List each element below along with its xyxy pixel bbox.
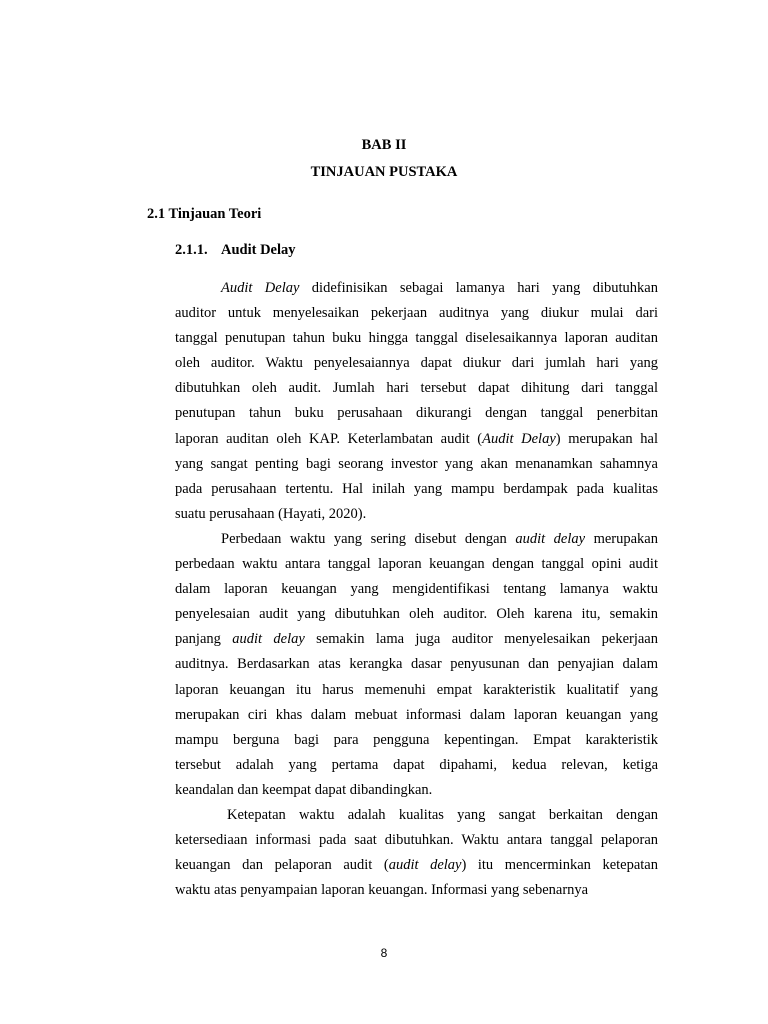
chapter-number: BAB II [361, 137, 407, 153]
page-number: 8 [380, 946, 388, 960]
text-run: ) itu mencerminkan ketepatan [461, 857, 658, 874]
text-run: oleh auditor. Waktu penyelesaiannya dapat diukur dari jumlah hari yang [175, 355, 658, 372]
subsection-title: Audit Delay [221, 242, 296, 258]
paragraph-line [175, 853, 658, 878]
subsection-number: 2.1.1. [175, 242, 208, 258]
paragraph-line [175, 778, 658, 803]
paragraph-line [175, 703, 658, 728]
text-run: semakin lama juga auditor menyelesaikan pekerjaan [304, 631, 658, 648]
paragraph-line [175, 652, 658, 677]
text-run: ) merupakan hal [555, 430, 658, 447]
section-heading: 2.1 Tinjauan Teori [147, 206, 262, 222]
paragraph-line [175, 602, 658, 627]
text-run: auditnya. Berdasarkan atas kerangka dasar penyusunan dan penyajian dalam [175, 656, 658, 673]
paragraph-line [175, 728, 658, 753]
paragraph-line [175, 326, 658, 351]
text-run: yang sangat penting bagi seorang investor yang akan menanamkan sahamnya [175, 455, 658, 472]
paragraph-line [175, 301, 658, 326]
text-run: panjang [175, 631, 233, 648]
text-run: merupakan ciri khas dalam mebuat informasi dalam laporan keuangan yang [175, 706, 658, 723]
paragraph [175, 527, 658, 803]
chapter-title: TINJAUAN PUSTAKA [310, 164, 458, 180]
text-run: mampu berguna bagi para pengguna kepentingan. Empat karakteristik [175, 731, 658, 748]
paragraph-line [175, 427, 658, 452]
paragraph [175, 276, 658, 527]
text-run: penyelesaian audit yang dibutuhkan oleh auditor. Oleh karena itu, semakin [175, 606, 658, 623]
text-run: Perbedaan waktu yang sering disebut dengan [221, 530, 516, 547]
paragraph-line [175, 627, 658, 652]
italic-term: Audit Delay [482, 430, 556, 447]
paragraph-line [175, 477, 658, 502]
text-run: keuangan dan pelaporan audit ( [175, 857, 389, 874]
text-run: auditor untuk menyelesaikan pekerjaan auditnya yang diukur mulai dari [175, 305, 658, 322]
paragraph-line [175, 803, 658, 828]
paragraph-line [175, 401, 658, 426]
text-run: tanggal penutupan tahun buku hingga tanggal diselesaikannya laporan auditan [175, 330, 658, 347]
text-run: ketersediaan informasi pada saat dibutuhkan. Waktu antara tanggal pelaporan [175, 832, 658, 849]
text-run: keandalan dan keempat dapat dibandingkan. [175, 781, 433, 798]
text-run: perbedaan waktu antara tanggal laporan keuangan dengan tanggal opini audit [175, 556, 658, 573]
text-run: merupakan [585, 530, 658, 547]
text-run: penutupan tahun buku perusahaan dikurangi dengan tanggal penerbitan [175, 405, 658, 422]
paragraph-line [175, 577, 658, 602]
paragraph [175, 803, 658, 903]
text-run: waktu atas penyampaian laporan keuangan. Informasi yang sebenarnya [175, 882, 589, 899]
paragraph-line [175, 351, 658, 376]
text-run: tersebut adalah yang pertama dapat dipahami, kedua relevan, ketiga [175, 756, 658, 773]
italic-term: Audit Delay [221, 280, 300, 296]
text-run: suatu perusahaan (Hayati, 2020). [175, 505, 367, 522]
text-run: didefinisikan sebagai lamanya hari yang dibutuhkan [299, 280, 658, 296]
paragraph-line [175, 678, 658, 703]
paragraph-line [175, 502, 658, 527]
body-text [175, 276, 658, 903]
paragraph-line [175, 376, 658, 401]
text-run: dibutuhkan oleh audit. Jumlah hari tersebut dapat dihitung dari tanggal [175, 380, 658, 397]
paragraph-line [175, 878, 658, 903]
subsection-heading [175, 241, 296, 259]
text-run: laporan keuangan itu harus memenuhi empat karakteristik kualitatif yang [175, 681, 658, 698]
paragraph-line [175, 527, 658, 552]
paragraph-line [175, 552, 658, 577]
italic-term: audit delay [232, 631, 305, 648]
paragraph-line [175, 276, 658, 301]
text-run: pada perusahaan tertentu. Hal inilah yang mampu berdampak pada kualitas [175, 480, 658, 497]
text-run: dalam laporan keuangan yang mengidentifikasi tentang lamanya waktu [175, 581, 658, 598]
italic-term: audit delay [388, 857, 462, 874]
paragraph-line [175, 828, 658, 853]
text-run: laporan auditan oleh KAP. Keterlambatan audit ( [175, 430, 483, 447]
paragraph-line [175, 753, 658, 778]
paragraph-line [175, 452, 658, 477]
italic-term: audit delay [515, 530, 586, 547]
text-run: Ketepatan waktu adalah kualitas yang sangat berkaitan dengan [227, 806, 658, 823]
